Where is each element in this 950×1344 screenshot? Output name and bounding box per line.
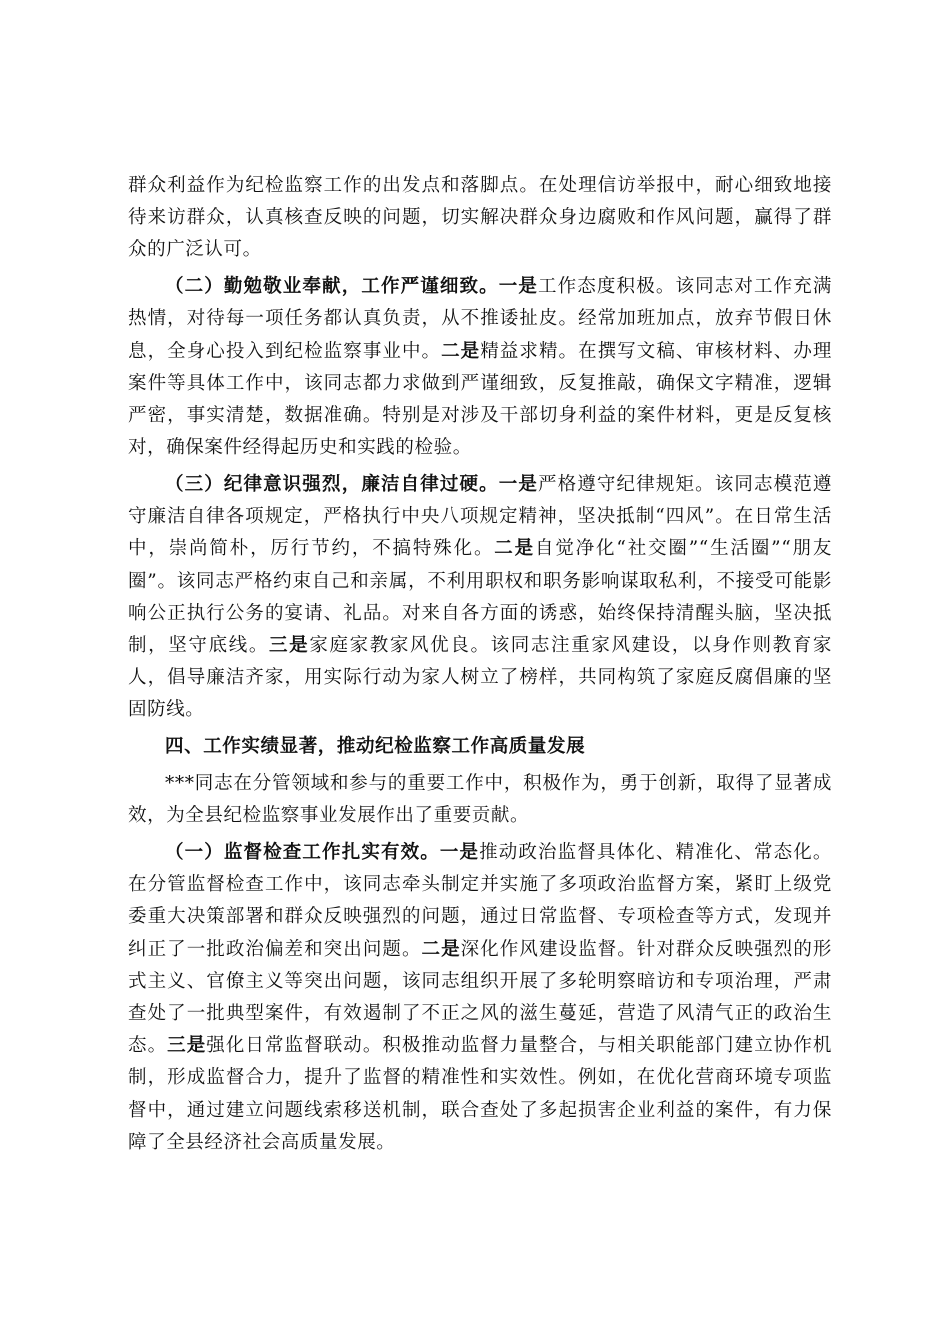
paragraph-continuation xyxy=(128,170,832,267)
paragraph-text: 严格遵守纪律规矩。该同志模范遵守廉洁自律各项规定，严格执行中央八项规定精神，坚决抵制“四风”。在日常生活中，崇尚简朴，厉行节约，不搞特殊化。 xyxy=(128,474,832,560)
paragraph-discipline xyxy=(128,469,832,727)
paragraph-text: 工作态度积极。该同志对工作充满热情，对待每一项任务都认真负责，从不推诿扯皮。经常加班加点，放弃节假日休息，全身心投入到纪检监察事业中。 xyxy=(128,276,832,362)
keyword-first: 一是 xyxy=(439,842,480,864)
subheading-discipline: （三）纪律意识强烈，廉洁自律过硬。 xyxy=(165,474,499,496)
document-page xyxy=(128,170,832,1164)
paragraph-summary xyxy=(128,768,832,832)
subheading-supervision: （一）监督检查工作扎实有效。 xyxy=(165,842,440,864)
paragraph-text: ***同志在分管领域和参与的重要工作中，积极作为，勇于创新，取得了显著成效，为全县纪检监察事业发展作出了重要贡献。 xyxy=(128,773,832,827)
paragraph-text: 群众利益作为纪检监察工作的出发点和落脚点。在处理信访举报中，耐心细致地接待来访群众，认真核查反映的问题，切实解决群众身边腐败和作风问题，赢得了群众的广泛认可。 xyxy=(128,175,832,261)
keyword-second: 二是 xyxy=(441,340,481,362)
keyword-first: 一是 xyxy=(498,474,539,496)
paragraph-diligence xyxy=(128,271,832,464)
paragraph-text: 家庭家教家风优良。该同志注重家风建设，以身作则教育家人，倡导廉洁齐家，用实际行动为家人树立了榜样，共同构筑了家庭反腐倡廉的坚固防线。 xyxy=(128,635,833,721)
subheading-diligence: （二）勤勉敬业奉献，工作严谨细致。 xyxy=(165,276,499,298)
paragraph-text: 深化作风建设监督。针对群众反映强烈的形式主义、官僚主义等突出问题，该同志组织开展了多轮明察暗访和专项治理，严肃查处了一批典型案件，有效遏制了不正之风的滋生蔓延，营造了风清气正的政治生态。 xyxy=(128,938,832,1057)
paragraph-text: 精益求精。在撰写文稿、审核材料、办理案件等具体工作中，该同志都力求做到严谨细致，反复推敲，确保文字精准，逻辑严密，事实清楚，数据准确。特别是对涉及干部切身利益的案件材料，更是反复核对，确保案件经得起历史和实践的检验。 xyxy=(128,340,832,459)
paragraph-supervision xyxy=(128,837,832,1159)
keyword-second: 二是 xyxy=(494,538,535,560)
section-title: 四、工作实绩显著，推动纪检监察工作高质量发展 xyxy=(165,736,586,758)
keyword-third: 三是 xyxy=(167,1035,207,1057)
keyword-third: 三是 xyxy=(269,635,310,657)
keyword-first: 一是 xyxy=(498,276,539,298)
paragraph-text: 自觉净化“社交圈”“生活圈”“朋友圈”。该同志严格约束自己和亲属，不利用职权和职务影响谋取私利，不接受可能影响公正执行公务的宴请、礼品。对来自各方面的诱惑，始终保持清醒头脑，坚决抵制，坚守底线。 xyxy=(128,538,832,657)
keyword-second: 二是 xyxy=(421,938,461,960)
section-heading xyxy=(128,731,832,763)
paragraph-text: 强化日常监督联动。积极推动监督力量整合，与相关职能部门建立协作机制，形成监督合力，提升了监督的精准性和实效性。例如，在优化营商环境专项监督中，通过建立问题线索移送机制，联合查处了多起损害企业利益的案件，有力保障了全县经济社会高质量发展。 xyxy=(128,1035,833,1153)
paragraph-text: 推动政治监督具体化、精准化、常态化。在分管监督检查工作中，该同志牵头制定并实施了多项政治监督方案，紧盯上级党委重大决策部署和群众反映强烈的问题，通过日常监督、专项检查等方式，发现并纠正了一批政治偏差和突出问题。 xyxy=(128,842,832,960)
